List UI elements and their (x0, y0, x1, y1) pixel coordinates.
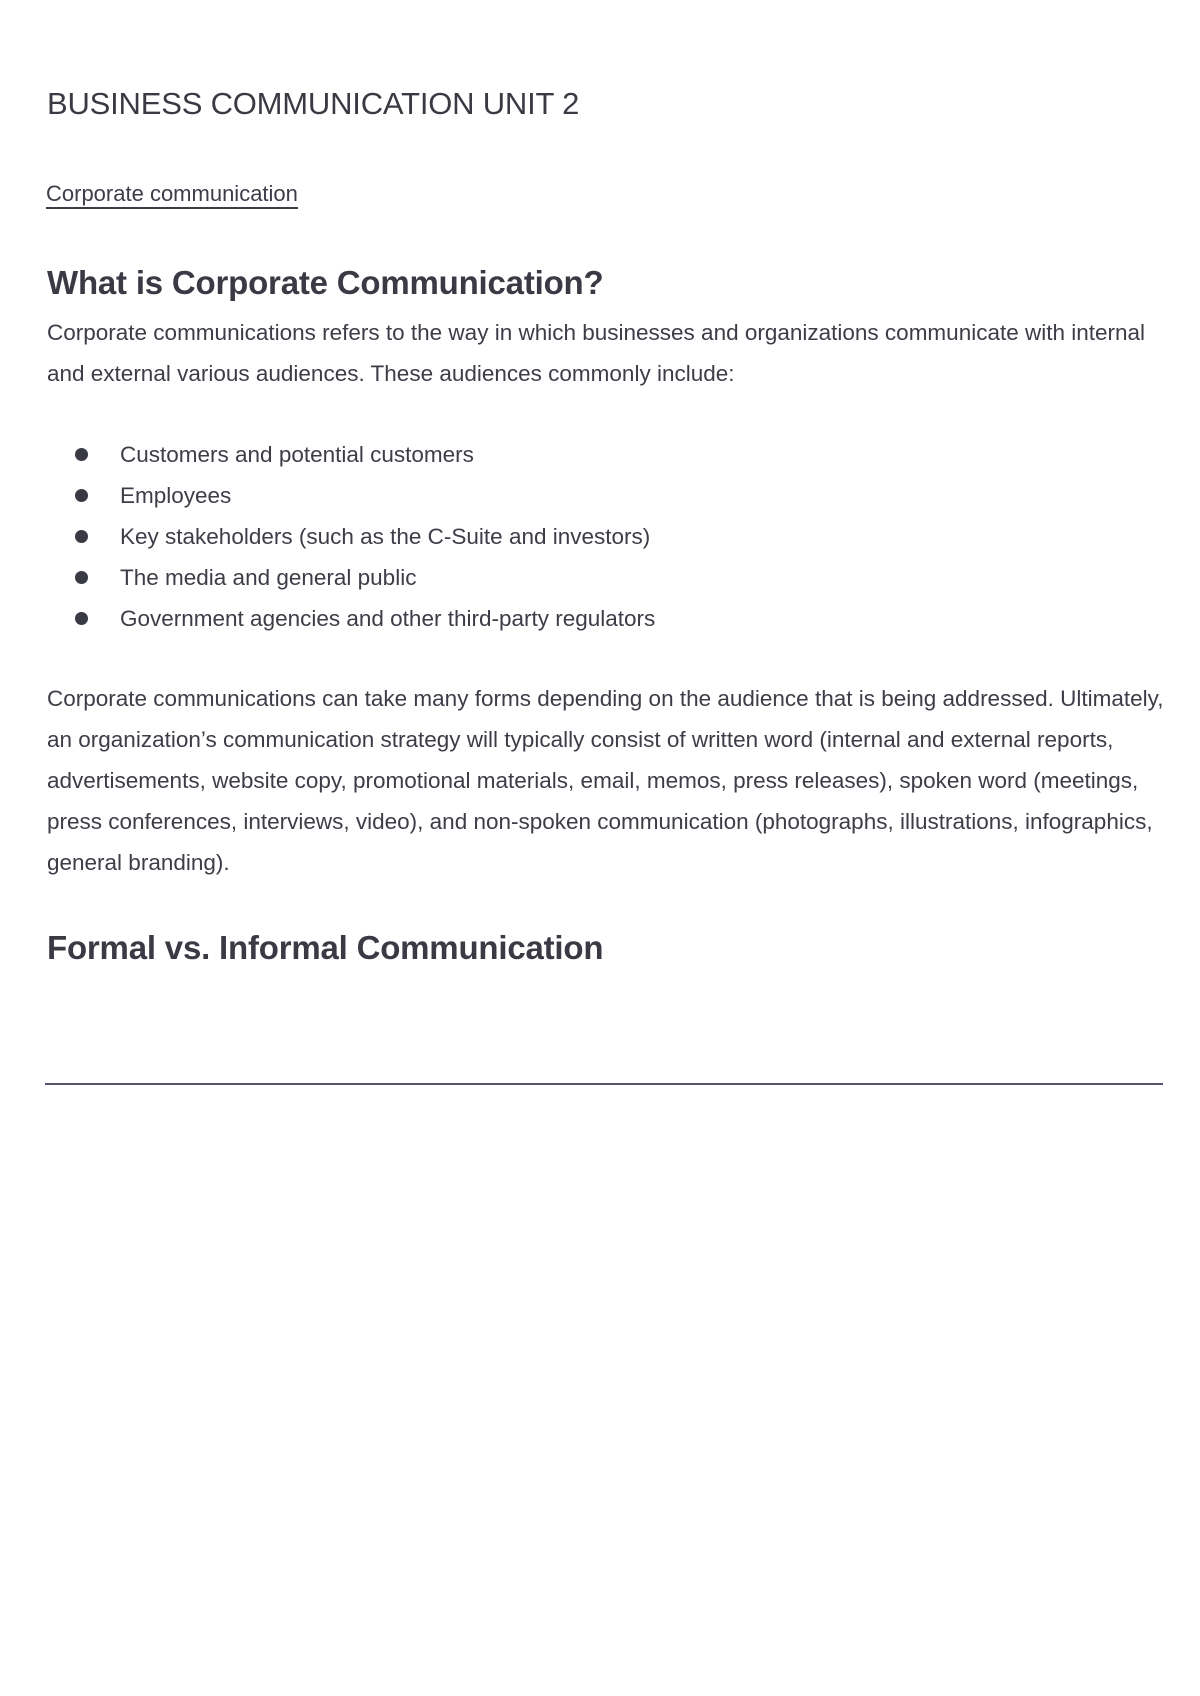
list-item-label: Employees (120, 483, 232, 508)
heading-formal-vs-informal: Formal vs. Informal Communication (47, 929, 604, 966)
forms-paragraph: Corporate communications can take many forms depending on the audience that is being addressed. Ultimately, an organization’s communication strategy will typically consist of written word (internal and external reports, advertisements, website copy, promotional materials, email, memos, press releases), spoken word (meetings, press conferences, interviews, video), and non-spoken communication (photographs, illustrations, infographics, general branding). (47, 686, 1164, 875)
section-link-corporate-communication[interactable]: Corporate communication (46, 182, 298, 209)
bullet-icon (75, 530, 88, 543)
bullet-icon (75, 612, 88, 625)
list-item (47, 516, 655, 557)
list-item (47, 434, 655, 475)
bullet-icon (75, 571, 88, 584)
audience-list (47, 434, 655, 639)
list-item (47, 557, 655, 598)
list-item (47, 475, 655, 516)
horizontal-divider (45, 1083, 1163, 1085)
list-item (47, 598, 655, 639)
bullet-icon (75, 448, 88, 461)
bullet-icon (75, 489, 88, 502)
intro-paragraph: Corporate communications refers to the way in which businesses and organizations communicate with internal and external various audiences. These audiences commonly include: (47, 320, 1146, 386)
list-item-label: Key stakeholders (such as the C-Suite and investors) (120, 524, 651, 549)
document-title: BUSINESS COMMUNICATION UNIT 2 (47, 86, 580, 121)
list-item-label: Customers and potential customers (120, 442, 474, 467)
list-item-label: The media and general public (120, 565, 417, 590)
list-item-label: Government agencies and other third-party regulators (120, 606, 656, 631)
heading-what-is-corporate-communication: What is Corporate Communication? (47, 264, 604, 301)
